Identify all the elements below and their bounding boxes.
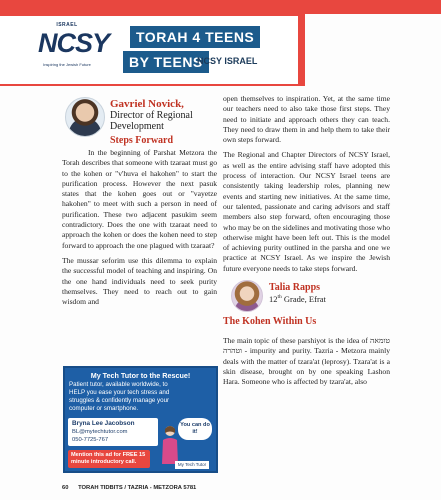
author-photo xyxy=(65,97,105,137)
ad-contact-phone: 050-7725-767 xyxy=(72,437,109,443)
section-subtitle: NCSY ISRAEL xyxy=(197,56,258,66)
article2-paragraph: The main topic of these parshiyot is the idea of טומאה וטהרה - impurity and purity. Tazria - Metzora mainly deals with the matter of tzara'at (leprosy). Tzara'at is a skin disease, brought on by one speaking Lashon Hara. Someone who is affected by tzara'at, also xyxy=(223,336,390,387)
author2-name: Talia Rapps xyxy=(269,282,321,294)
ad-contact-card xyxy=(68,418,158,446)
article2-byline xyxy=(223,278,390,336)
logo-country-label: ISRAEL xyxy=(56,22,78,28)
author2-role xyxy=(269,294,326,304)
page-footer xyxy=(62,485,196,491)
ad-headline: My Tech Tutor to the Rescue! xyxy=(90,371,191,380)
section-title-line2: BY TEENS xyxy=(123,51,209,73)
article2-title: The Kohen Within Us xyxy=(223,316,317,328)
article1-paragraph: The mussar seforim use this dilemma to explain the successful model of teaching and inspiring. On the one hand individuals need to seek purity themselves. They need to reach out to gain wisdom and xyxy=(62,255,217,307)
tutor-advertisement xyxy=(63,366,218,473)
page-number: 60 xyxy=(62,485,69,491)
article1-byline xyxy=(62,94,217,148)
publication-name: TORAH TIDBITS / TAZRIA - METZORA 5781 xyxy=(78,485,197,491)
author2-grade-suffix: th xyxy=(277,294,282,301)
logo-tagline: Inspiring the Jewish Future xyxy=(43,62,91,67)
ad-brand-badge: My Tech Tutor xyxy=(175,461,209,469)
ncsy-logo xyxy=(38,22,110,80)
section-title-line1: TORAH 4 TEENS xyxy=(130,26,260,48)
article1-continuation: The Regional and Chapter Directors of NCSY Israel, as well as the entire advising staff have adopted this process of interaction. Our NCSY Israel teens are consistently taking leadership roles, planning new events and starting new initiatives. At the same time, our talented, passionate and caring advisors and staff members also step forward, often encouraging those who may be on the sidelines and motivating those who otherwise might have been left out. This is the model of achieving purity outlined in the parsha and one we practice at NCSY Israel. As we inspire the Jewish future everyone needs to take steps forward. xyxy=(223,150,390,273)
left-column xyxy=(62,94,217,307)
tutor-figure-icon xyxy=(159,424,181,464)
right-column xyxy=(223,94,390,388)
logo-wordmark: NCSY xyxy=(38,28,110,58)
ad-body: Patient tutor, available worldwide, to HELP you ease your tech stress and struggles & confidently manage your computer or smartphone. xyxy=(69,381,170,412)
author2-grade: 12 xyxy=(269,294,278,305)
author2-photo xyxy=(231,280,263,312)
article1-continuation: open themselves to inspiration. Yet, at the same time our teachers need to also take those first steps. They need to initiate and approach others they can teach. They need to draw them in and help them to take their own steps forward. xyxy=(223,94,390,145)
ad-promo-banner: Mention this ad for FREE 15 minute introductory call. xyxy=(68,450,150,468)
ad-contact-name: Bryna Lee Jacobson xyxy=(72,420,135,427)
article-title: Steps Forward xyxy=(110,135,174,146)
article1-paragraph: In the beginning of Parshat Metzora the Torah describes that someone with tzaraat must go to the kohen or "v'huva el hakohen" to start the purification process. However the next pasuk states that the kohen goes out or "vayetze hakohen" to meet with such a person in need of purification. These two adjacent pasukim seem contradictory. Does the one with tzaraat need to approach the kohen or does the kohen need to step forward to approach the one plagued with tzaraat? xyxy=(62,148,217,250)
author-role: Director of Regional Development xyxy=(110,110,193,132)
author2-school: Grade, Efrat xyxy=(281,294,326,305)
author-name: Gavriel Novick, xyxy=(110,98,184,110)
ad-contact-email: BL@mytechtutor.com xyxy=(72,429,128,435)
ad-speech-bubble: You can do it! xyxy=(178,418,212,440)
page-header xyxy=(0,0,441,92)
